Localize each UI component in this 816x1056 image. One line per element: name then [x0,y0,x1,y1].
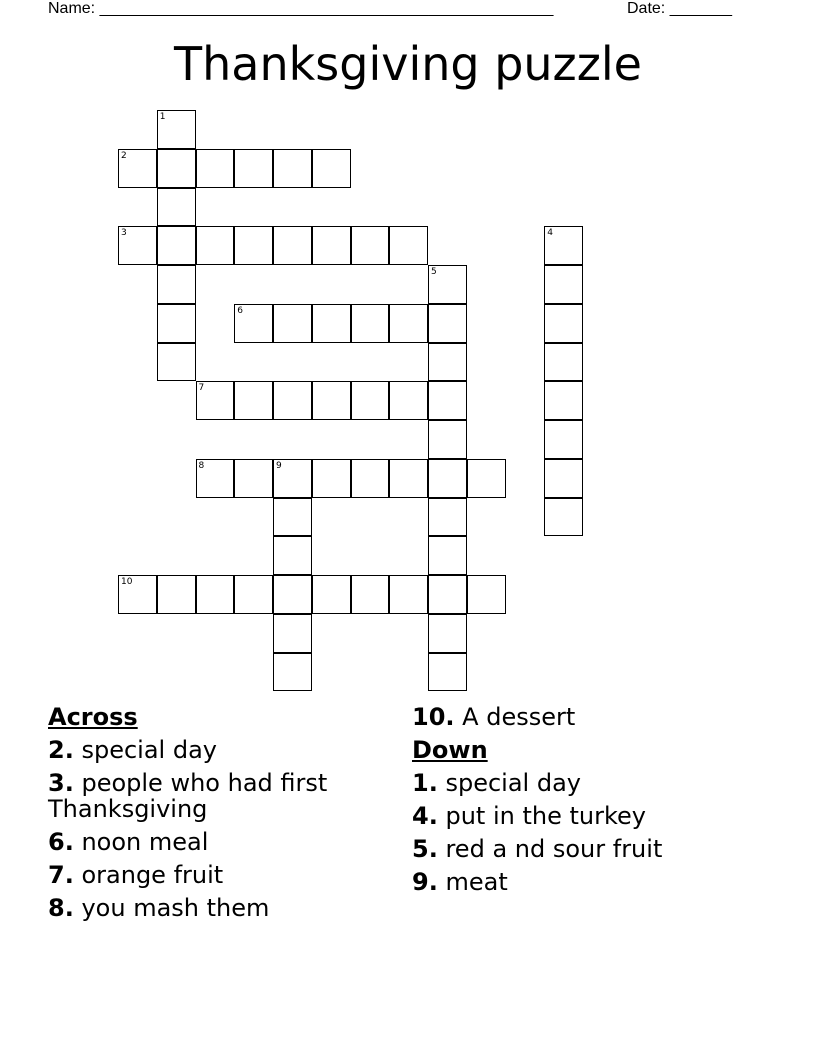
grid-cell[interactable] [389,226,428,265]
grid-cell[interactable] [196,381,235,420]
grid-cell[interactable] [273,304,312,343]
clue-text: you mash them [81,894,270,922]
grid-cell[interactable] [544,343,583,382]
clues-right-column [412,704,742,902]
grid-cell[interactable] [544,304,583,343]
grid-cell[interactable] [273,653,312,692]
cell-number: 10 [121,577,133,587]
grid-cell[interactable] [389,381,428,420]
clue-down-5 [412,836,742,862]
cell-number: 1 [159,112,166,122]
grid-cell[interactable] [312,149,351,188]
grid-cell[interactable] [234,226,273,265]
date-field: Date: _______ [627,0,732,17]
grid-cell[interactable] [273,536,312,575]
clue-text: red a nd sour fruit [445,835,663,863]
grid-cell[interactable] [467,459,506,498]
grid-cell[interactable] [351,459,390,498]
grid-cell[interactable] [351,381,390,420]
clue-text: special day [445,769,581,797]
grid-cell[interactable] [157,226,196,265]
grid-cell[interactable] [312,381,351,420]
down-heading: Down [412,736,488,764]
cell-number: 4 [547,228,553,239]
clue-down-4 [412,803,742,829]
grid-cell[interactable] [428,420,467,459]
grid-cell[interactable] [312,575,351,614]
clue-across-8 [48,895,378,921]
cell-number: 5 [431,267,437,277]
clue-number: 2. [48,736,74,764]
cell-number: 2 [121,150,127,161]
clue-across-7 [48,862,378,888]
grid-cell[interactable] [157,343,196,382]
grid-cell[interactable] [273,149,312,188]
clue-across-3 [48,770,378,822]
grid-cell[interactable] [157,304,196,343]
cell-number: 8 [198,460,205,471]
grid-cell[interactable] [234,459,273,498]
grid-cell[interactable] [428,653,467,692]
grid-cell[interactable] [157,575,196,614]
grid-cell[interactable] [544,265,583,304]
grid-cell[interactable] [157,265,196,304]
grid-cell[interactable] [196,149,235,188]
grid-cell[interactable] [428,381,467,420]
grid-cell[interactable] [428,265,467,304]
grid-cell[interactable] [234,304,273,343]
across-heading: Across [48,703,138,731]
grid-cell[interactable] [196,575,235,614]
clue-number: 6. [48,828,74,856]
clue-text: put in the turkey [445,802,646,830]
clue-text: special day [81,736,217,764]
grid-cell[interactable] [234,149,273,188]
grid-cell[interactable] [118,575,157,614]
clue-down-9 [412,869,742,895]
clue-number: 4. [412,802,438,830]
grid-cell[interactable] [544,420,583,459]
grid-cell[interactable] [118,149,157,188]
grid-cell[interactable] [351,304,390,343]
clue-number: 1. [412,769,438,797]
grid-cell[interactable] [312,226,351,265]
cell-number: 9 [276,460,282,471]
clues-left-column [48,704,378,928]
grid-cell[interactable] [157,149,196,188]
clue-across-2 [48,737,378,763]
grid-cell[interactable] [428,536,467,575]
grid-cell[interactable] [389,304,428,343]
clue-number: 8. [48,894,74,922]
grid-cell[interactable] [273,226,312,265]
grid-cell[interactable] [234,381,273,420]
grid-cell[interactable] [351,575,390,614]
clue-number: 3. [48,769,74,797]
grid-cell[interactable] [544,381,583,420]
grid-cell[interactable] [544,498,583,537]
grid-cell[interactable] [234,575,273,614]
cell-number: 6 [237,305,243,316]
grid-cell[interactable] [196,459,235,498]
name-field: Name: ___________________________________________________ [48,0,554,17]
grid-cell[interactable] [157,188,196,227]
grid-cell[interactable] [196,226,235,265]
grid-cell[interactable] [273,575,312,614]
grid-cell[interactable] [428,304,467,343]
grid-cell[interactable] [428,614,467,653]
grid-cell[interactable] [273,381,312,420]
clue-number: 9. [412,868,438,896]
grid-cell[interactable] [312,459,351,498]
clue-text: orange fruit [81,861,224,889]
grid-cell[interactable] [157,110,196,149]
grid-cell[interactable] [312,304,351,343]
grid-cell[interactable] [273,614,312,653]
clue-number: 5. [412,835,438,863]
grid-cell[interactable] [428,498,467,537]
clue-text: A dessert [462,703,576,731]
clue-text: people who had first Thanksgiving [48,769,328,823]
grid-cell[interactable] [544,226,583,265]
cell-number: 3 [121,228,127,239]
clue-text: meat [445,868,508,896]
grid-cell[interactable] [351,226,390,265]
grid-cell[interactable] [118,226,157,265]
grid-cell[interactable] [273,459,312,498]
grid-cell[interactable] [428,575,467,614]
grid-cell[interactable] [389,575,428,614]
clue-down-1 [412,770,742,796]
grid-cell[interactable] [389,459,428,498]
clue-number: 10. [412,703,455,731]
grid-cell[interactable] [428,459,467,498]
clue-across-6 [48,829,378,855]
clue-across-10 [412,704,742,730]
grid-cell[interactable] [428,343,467,382]
grid-cell[interactable] [544,459,583,498]
puzzle-title: Thanksgiving puzzle [174,37,642,91]
grid-cell[interactable] [273,498,312,537]
cell-number: 7 [198,383,205,394]
grid-cell[interactable] [467,575,506,614]
clue-number: 7. [48,861,74,889]
clue-text: noon meal [81,828,209,856]
